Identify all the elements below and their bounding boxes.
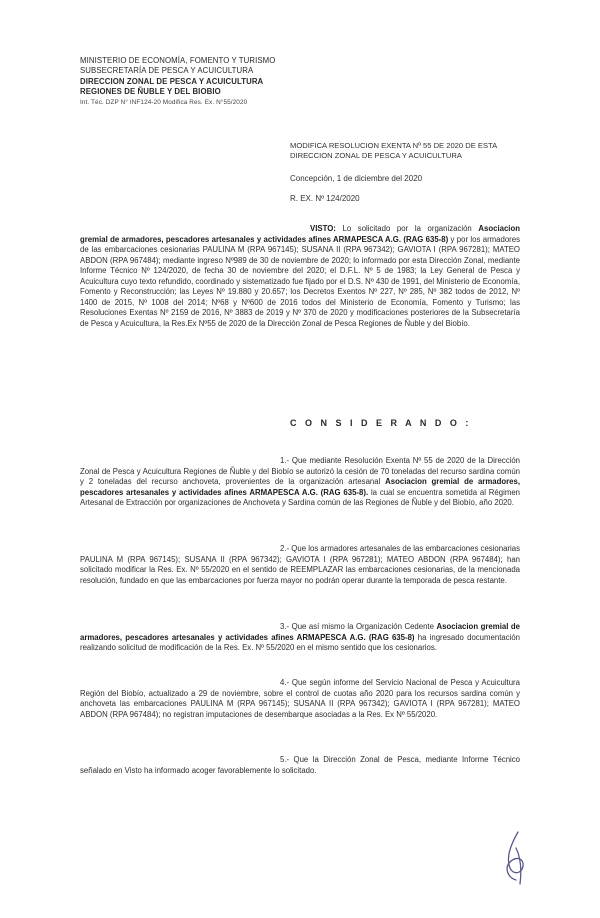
- p2-text: 2.- Que los armadores artesanales de las embarcaciones cesionarias PAULINA M (RPA 967145); SUSANA II (RPA 967342); GAVIOTA I (RPA 967281); MATEO ABDON (RPA 967484); han solicitado modificar la Res. Ex. Nº 55/2020 en el sentido de REEMPLAZAR las embarcaciones cesionarias, de la mencionada resolución, fundado en que las embarcaciones por fuerza mayor no podrán operar durante la temporada de pesca restante.: [80, 544, 520, 585]
- handwritten-signature: [496, 828, 536, 888]
- ministry-line: MINISTERIO DE ECONOMÍA, FOMENTO Y TURISMO: [80, 56, 276, 65]
- p1-text-b: la cual se encuentra sometida al Régimen Artesanal de Extracción por organizaciones de Anchoveta y Sardina común de las Regiones de Ñuble y del Biobío, año 2020.: [80, 487, 520, 507]
- visto-label: VISTO:: [310, 224, 336, 233]
- resolution-subject: MODIFICA RESOLUCION EXENTA Nº 55 DE 2020 DE ESTA DIRECCION ZONAL DE PESCA Y ACUICULTURA: [290, 141, 497, 160]
- internal-reference: Int. Téc. DZP N° INF124-20 Modifica Res. Ex. N°55/2020: [80, 98, 248, 106]
- visto-text-a: Lo solicitado por la organización: [342, 224, 472, 233]
- p3-text-b: ha ingresado documentación realizando solicitud de modificación de la Res. Ex. Nº 55/2020 en el mismo sentido que los cesionarios.: [80, 632, 520, 652]
- considerando-paragraph-5: [80, 755, 520, 776]
- p1-organization: Asociacion gremial de armadores, pescadores artesanales y actividades afines ARMAPESCA A.G. (RAG 635-8).: [80, 477, 521, 497]
- visto-paragraph: [80, 224, 520, 329]
- p3-text-a: 3.- Que así mismo la Organización Cedente: [280, 622, 434, 631]
- subsecretary-line: SUBSECRETARÍA DE PESCA Y ACUICULTURA: [80, 66, 254, 76]
- resolution-number: R. EX. Nº 124/2020: [290, 194, 360, 203]
- considerando-paragraph-1: [80, 456, 520, 509]
- p3-organization: Asociacion gremial de armadores, pescadores artesanales y actividades afines ARMAPESCA A.G. (RAG 635-8): [80, 622, 520, 642]
- regions-line: REGIONES DE ÑUBLE Y DEL BIOBIO: [80, 87, 221, 97]
- resolution-date: Concepción, 1 de diciembre del 2020: [290, 174, 423, 183]
- p4-text: 4.- Que según informe del Servicio Nacional de Pesca y Acuicultura Región del Biobío, actualizado a 29 de noviembre, sobre el control de cuotas año 2020 para los recursos sardina común y anchoveta las embarcaciones PAULINA M (RPA 967145); SUSANA II (RPA 967342); GAVIOTA I (RPA 967281); MATEO ABDON (RPA 967484); no registran imputaciones de desembarque asociadas a la Res. Ex Nº 55/2020.: [80, 678, 520, 719]
- letterhead: [80, 56, 320, 108]
- considerando-heading: C O N S I D E R A N D O :: [290, 418, 472, 428]
- visto-organization: Asociacion gremial de armadores, pescadores artesanales y actividades afines ARMAPESCA A.G. (RAG 635-8): [80, 224, 520, 244]
- visto-text-b: y por los armadores de las embarcaciones cesionarias PAULINA M (RPA 967145); SUSANA II (RPA 967342); GAVIOTA I (RPA 967281); MATEO ABDON (RPA 967484); mediante ingreso Nº989 de 30 de noviembre de 2020; lo informado por esta Dirección Zonal, mediante Informe Técnico Nº 124/2020, de fecha 30 de noviembre del 2020; el D.F.L. Nº 5 de 1983; la Ley General de Pesca y Acuicultura cuyo texto refundido, coordinado y sistematizado fue fijado por el D.S. Nº 430 de 1991, del Ministerio de Economía, Fomento y Reconstrucción; las Leyes Nº 19.880 y 20.657; los Decretos Exentos Nº 227, Nº 285, Nº 382 todos de 2012, Nº 1400 de 2015, Nº 1008 del 2014; Nº68 y Nº600 de 2016 todos del Ministerio de Economía, Fomento y Turismo; las Resoluciones Exentas Nº 2159 de 2016, Nº 3883 de 2019 y Nº 370 de 2020 y modificaciones posteriores de la Subsecretaría de Pesca y Acuicultura, la Res.Ex Nº55 de 2020 de la Dirección Zonal de Pesca Regiones de Ñuble y del Biobío.: [80, 234, 520, 328]
- p5-text: 5.- Que la Dirección Zonal de Pesca, mediante Informe Técnico señalado en Visto ha informado acoger favorablemente lo solicitado.: [80, 755, 520, 775]
- directorate-line: DIRECCION ZONAL DE PESCA Y ACUICULTURA: [80, 76, 264, 86]
- considerando-paragraph-3: [80, 622, 520, 654]
- p1-text-a: 1.- Que mediante Resolución Exenta Nº 55 de 2020 de la Dirección Zonal de Pesca y Acuicultura Regiones de Ñuble y del Biobío se autorizó la cesión de 70 toneladas del recurso sardina común y 2 toneladas del recurso anchoveta, provenientes de la organización artesanal: [80, 456, 520, 486]
- considerando-paragraph-2: [80, 544, 520, 586]
- considerando-paragraph-4: [80, 678, 520, 720]
